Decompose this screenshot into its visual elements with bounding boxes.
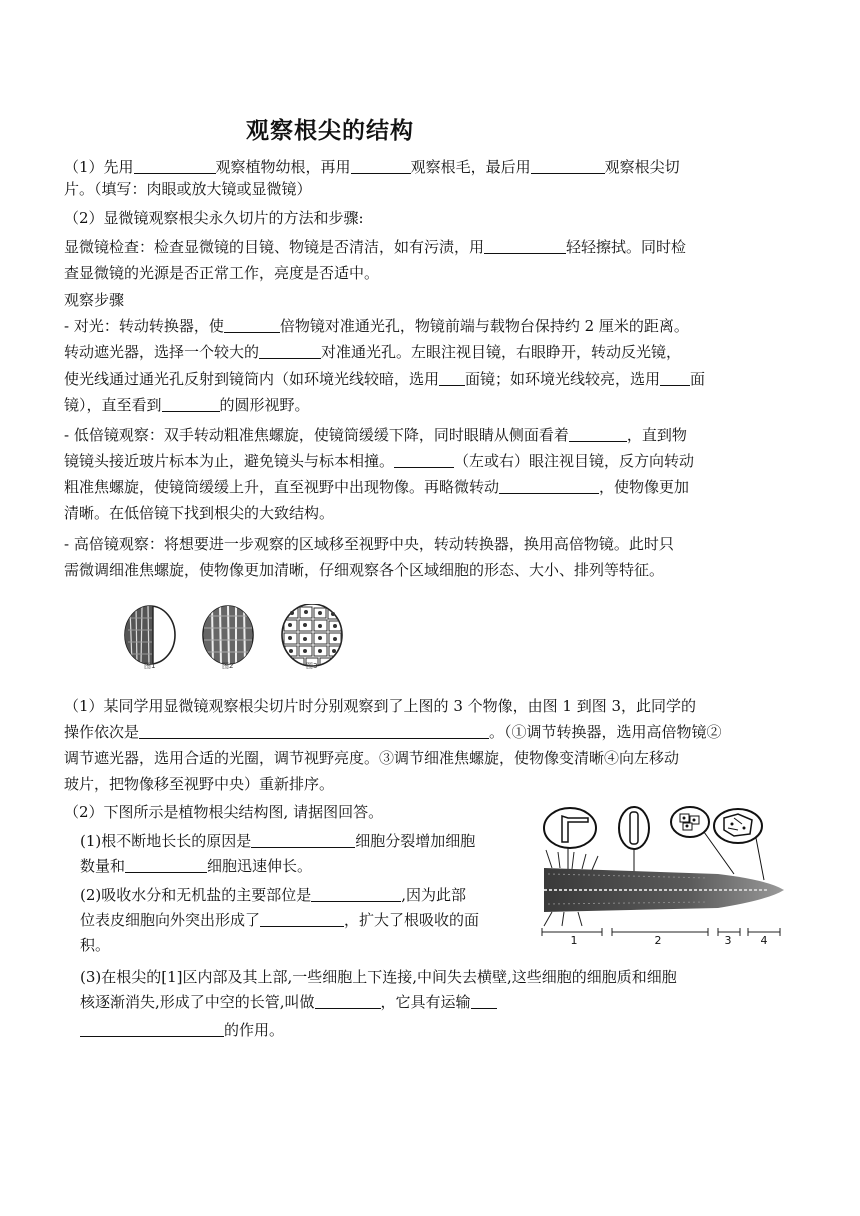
p2-s3-line-1: (3)在根尖的[1]区内部及其上部,一些细胞上下连接,中间失去横壁,这些细胞的细胞质和细胞 [80,968,677,986]
answer-blank[interactable] [311,885,401,902]
microscope-views-figure [122,604,362,670]
view-3-image [282,604,342,666]
answer-blank[interactable] [471,992,497,1009]
answer-blank[interactable] [499,477,599,494]
p2-s1-line-1: (1)根不断地长长的原因是 细胞分裂增加细胞 [80,832,476,850]
q1-line-2: 片。（填写：肉眼或放大镜或显微镜） [64,180,312,198]
low-line-4: 清晰。在低倍镜下找到根尖的大致结构。 [64,504,335,522]
q2-heading: （2）显微镜观察根尖永久切片的方法和步骤: [64,209,364,227]
answer-blank[interactable] [134,157,216,174]
p1-line-1: （1）某同学用显微镜观察根尖切片时分别观察到了上图的 3 个物像，由图 1 到图 3，此同学的 [64,697,697,715]
fig2-label: 图2 [222,662,234,670]
root-zone-label-2: 2 [654,934,662,944]
p2-s1-line-2: 数量和 细胞迅速伸长。 [80,857,313,875]
answer-blank[interactable] [251,831,355,848]
p2-s3-line-3: 的作用。 [80,1019,284,1041]
low-line-3: 粗准焦螺旋，使镜筒缓缓上升，直至视野中出现物像。再略微转动 ，使物像更加 [64,478,690,496]
p2-s2-line-1: (2)吸收水分和无机盐的主要部位是 ,因为此部 [80,886,467,904]
root-zone-label-1: 1 [570,934,578,944]
p2-s2-line-3: 积。 [80,936,111,954]
answer-blank[interactable] [315,992,381,1009]
answer-blank[interactable] [660,369,690,386]
p2-heading: （2）下图所示是植物根尖结构图, 请据图回答。 [64,803,384,821]
p1-line-4: 玻片，把物像移至视野中央）重新排序。 [64,775,335,793]
p2-s2-line-2: 位表皮细胞向外突出形成了 ，扩大了根吸收的面 [80,911,480,929]
answer-blank[interactable] [394,451,454,468]
p2-s3-line-2: 核逐渐消失,形成了中空的长管,叫做 ，它具有运输 [80,991,497,1013]
answer-blank[interactable] [80,1020,224,1037]
inspect-line-1: 显微镜检查：检查显微镜的目镜、物镜是否清洁，如有污渍，用 轻轻擦拭。同时检 [64,238,687,256]
view-2-image [203,604,253,668]
answer-blank[interactable] [531,157,605,174]
answer-blank[interactable] [224,316,280,333]
low-line-1: - 低倍镜观察：双手转动粗准焦螺旋，使镜筒缓缓下降，同时眼睛从侧面看着 ，直到物 [64,426,687,444]
fig3-label: 图3 [306,662,318,670]
root-hair-cell-icon [544,808,596,848]
answer-blank[interactable] [484,237,566,254]
root-zone-label-4: 4 [760,934,768,944]
p1-line-3: 调节遮光器，选用合适的光圈，调节视野亮度。③调节细准焦螺旋，使物像变清晰④向左移动 [64,749,680,767]
root-zone-label-3: 3 [724,934,732,944]
high-line-2: 需微调细准焦螺旋，使物像更加清晰，仔细观察各个区域细胞的形态、大小、排列等特征。 [64,561,665,579]
light-line-4: 镜），直至看到 的圆形视野。 [64,396,310,414]
q1-line-1: （1）先用 观察植物幼根，再用 观察根毛，最后用 观察根尖切 [64,158,680,176]
low-line-2: 镜镜头接近玻片标本为止，避免镜头与标本相撞。 （左或右）眼注视目镜，反方向转动 [64,452,695,470]
steps-heading: 观察步骤 [64,291,125,309]
root-tip-figure [538,804,784,944]
answer-blank[interactable] [569,425,627,442]
light-line-1: - 对光：转动转换器，使 倍物镜对准通光孔，物镜前端与载物台保持约 2 厘米的距离。 [64,317,689,335]
page-title: 观察根尖的结构 [246,118,414,144]
fig1-label: 图1 [144,662,156,670]
view-1-image [125,604,175,668]
light-line-3: 使光线通过通光孔反射到镜筒内（如环境光线较暗，选用 面镜；如环境光线较亮，选用 面 [64,370,706,388]
elongation-cell-icon [619,807,649,849]
answer-blank[interactable] [139,722,489,739]
high-line-1: - 高倍镜观察：将想要进一步观察的区域移至视野中央，转动转换器，换用高倍物镜。此时只 [64,535,674,553]
answer-blank[interactable] [439,369,465,386]
inspect-line-2: 查显微镜的光源是否正常工作，亮度是否适中。 [64,264,380,282]
answer-blank[interactable] [162,395,220,412]
answer-blank[interactable] [125,856,207,873]
answer-blank[interactable] [259,342,321,359]
meristem-cell-icon [671,807,709,837]
light-line-2: 转动遮光器，选择一个较大的 对准通光孔。左眼注视目镜，右眼睁开，转动反光镜， [64,343,682,361]
answer-blank[interactable] [351,157,411,174]
p1-line-2: 操作依次是 。（①调节转换器，选用高倍物镜② [64,723,722,741]
answer-blank[interactable] [260,910,344,927]
root-cap-cell-icon [714,809,762,843]
